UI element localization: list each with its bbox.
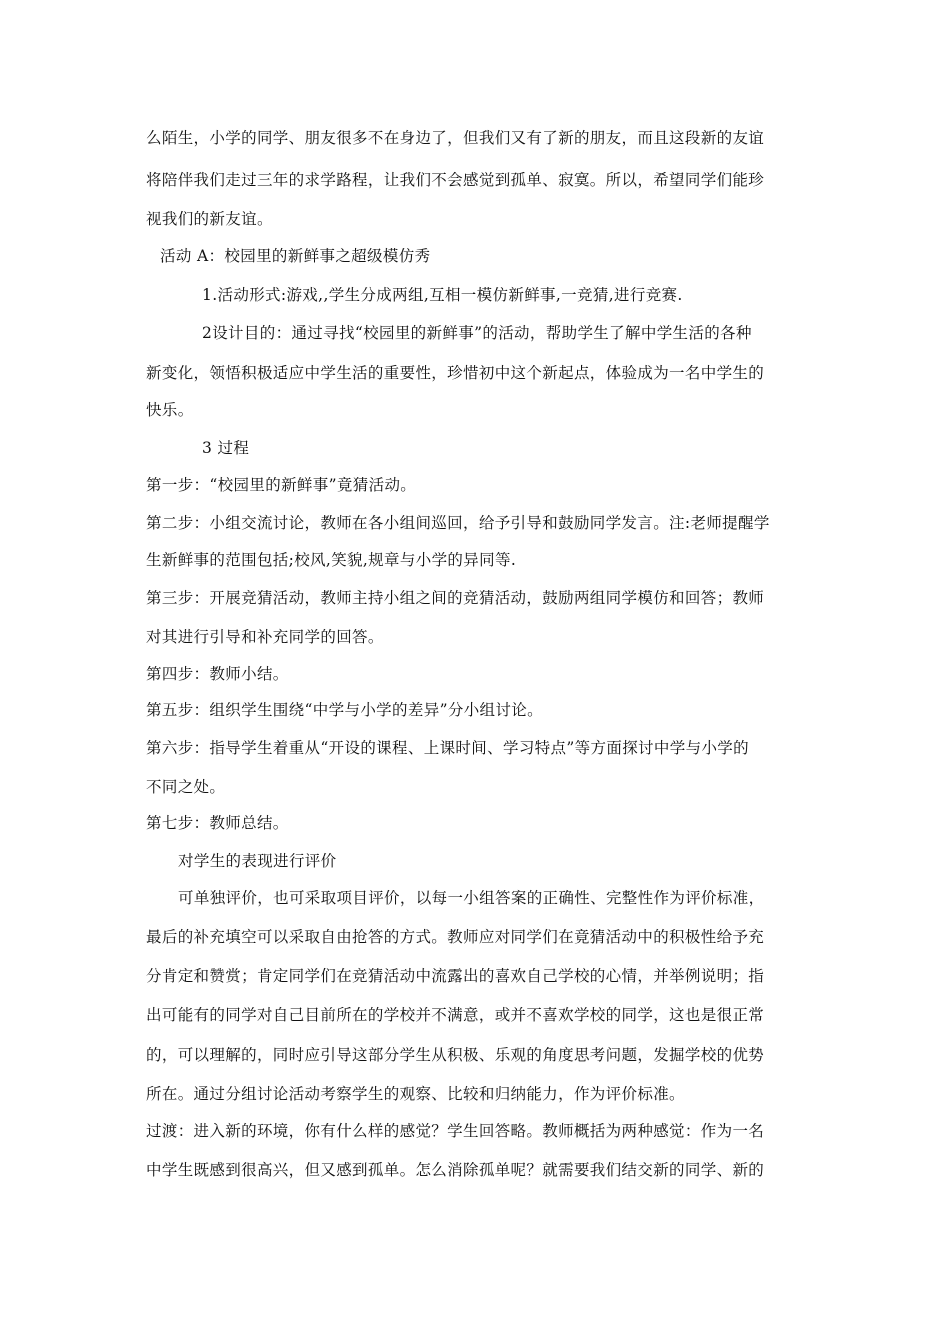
paragraph-line: 么陌生，小学的同学、朋友很多不在身边了，但我们又有了新的朋友，而且这段新的友谊 [146, 129, 765, 147]
step-line: 第四步：教师小结。 [146, 665, 289, 683]
step-line: 第五步：组织学生围绕“中学与小学的差异”分小组讨论。 [146, 701, 543, 719]
step-line: 第七步：教师总结。 [146, 814, 289, 832]
step-line: 第一步：“校园里的新鲜事”竟猜活动。 [146, 476, 417, 494]
paragraph-line: 可单独评价，也可采取项目评价，以每一小组答案的正确性、完整性作为评价标准， [178, 889, 765, 907]
paragraph-line: 出可能有的同学对自己目前所在的学校并不满意，或并不喜欢学校的同学，这也是很正常 [146, 1006, 765, 1024]
paragraph-line: 快乐。 [146, 401, 194, 419]
paragraph-line: 将陪伴我们走过三年的求学路程，让我们不会感觉到孤单、寂寞。所以，希望同学们能珍 [146, 171, 765, 189]
paragraph-line: 生新鲜事的范围包括;校风,笑貌,规章与小学的异同等. [146, 551, 517, 569]
list-item: 2设计目的：通过寻找“校园里的新鲜事”的活动，帮助学生了解中学生活的各种 [202, 324, 752, 342]
paragraph-line: 所在。通过分组讨论活动考察学生的观察、比较和归纳能力，作为评价标准。 [146, 1085, 685, 1103]
activity-heading: 活动 A：校园里的新鲜事之超级模仿秀 [160, 247, 431, 265]
paragraph-line: 分肯定和赞赏；肯定同学们在竞猜活动中流露出的喜欢自己学校的心情，并举例说明；指 [146, 967, 765, 985]
paragraph-line: 对其进行引导和补充同学的回答。 [146, 628, 384, 646]
paragraph-line: 的，可以理解的，同时应引导这部分学生从积极、乐观的角度思考问题，发掘学校的优势 [146, 1046, 765, 1064]
paragraph-line: 视我们的新友谊。 [146, 210, 273, 228]
section-heading: 对学生的表现进行评价 [178, 852, 337, 870]
paragraph-line: 中学生既感到很高兴，但又感到孤单。怎么消除孤单呢？就需要我们结交新的同学、新的 [146, 1161, 765, 1179]
paragraph-line: 新变化，领悟积极适应中学生活的重要性，珍惜初中这个新起点，体验成为一名中学生的 [146, 364, 765, 382]
list-item: 1.活动形式:游戏,,学生分成两组,互相一模仿新鲜事,一竞猜,进行竞赛. [202, 286, 683, 304]
step-line: 第六步：指导学生着重从“开设的课程、上课时间、学习特点”等方面探讨中学与小学的 [146, 739, 750, 757]
paragraph-line: 不同之处。 [146, 778, 226, 796]
step-line: 第二步：小组交流讨论，教师在各小组间巡回，给予引导和鼓励同学发言。注:老师提醒学 [146, 514, 770, 532]
step-line: 第三步：开展竞猜活动，教师主持小组之间的竞猜活动，鼓励两组同学模仿和回答；教师 [146, 589, 765, 607]
section-heading: 3 过程 [202, 439, 250, 457]
paragraph-line: 最后的补充填空可以采取自由抢答的方式。教师应对同学们在竟猜活动中的积极性给予充 [146, 928, 765, 946]
paragraph-line: 过渡：进入新的环境，你有什么样的感觉？学生回答略。教师概括为两种感觉：作为一名 [146, 1122, 765, 1140]
